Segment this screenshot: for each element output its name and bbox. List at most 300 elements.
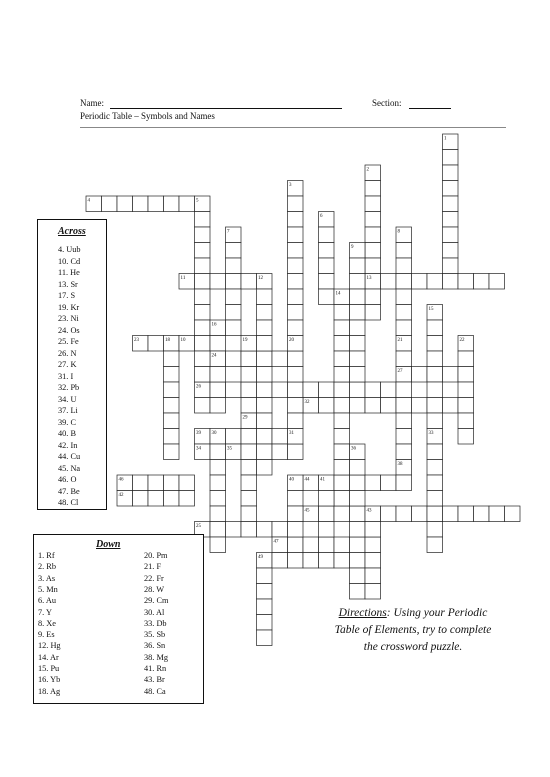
crossword-cell[interactable] [241,522,257,538]
crossword-cell[interactable] [458,367,474,383]
crossword-cell[interactable] [148,491,164,507]
crossword-cell[interactable] [164,413,180,429]
crossword-cell[interactable] [365,398,381,414]
crossword-cell[interactable] [365,305,381,321]
crossword-cell[interactable] [195,351,211,367]
clue-number: 41 [320,477,325,483]
crossword-cell[interactable] [365,181,381,197]
crossword-cell[interactable] [443,181,459,197]
crossword-cell[interactable] [241,444,257,460]
crossword-cell[interactable] [288,351,304,367]
clue-number: 1 [444,136,447,142]
crossword-cell[interactable] [288,274,304,290]
crossword-cell[interactable] [396,351,412,367]
crossword-cell[interactable] [226,274,242,290]
clue-number: 13 [366,276,372,281]
crossword-cell[interactable] [381,382,397,398]
crossword-cell[interactable] [319,382,335,398]
crossword-cell[interactable] [427,537,443,553]
crossword-cell[interactable] [303,537,319,553]
crossword-cell[interactable] [365,258,381,274]
crossword-cell[interactable] [226,243,242,259]
crossword-cell[interactable] [210,522,226,538]
crossword-cell[interactable] [396,274,412,290]
crossword-cell[interactable] [288,537,304,553]
crossword-cell[interactable] [319,537,335,553]
crossword-cell[interactable] [195,227,211,243]
crossword-cell[interactable] [226,305,242,321]
crossword-cell[interactable] [334,320,350,336]
crossword-cell[interactable] [210,274,226,290]
crossword-cell[interactable] [334,351,350,367]
crossword-cell[interactable] [195,289,211,305]
crossword-cell[interactable] [288,196,304,212]
crossword-cell[interactable] [164,491,180,507]
down-clue: 38. Mg [144,652,168,662]
crossword-cell[interactable] [195,258,211,274]
crossword-cell[interactable] [365,475,381,491]
crossword-cell[interactable] [133,491,149,507]
crossword-cell[interactable] [396,475,412,491]
across-clue: 46. O [58,475,77,484]
crossword-cell[interactable] [412,398,428,414]
crossword-cell[interactable] [396,258,412,274]
crossword-cell[interactable] [195,398,211,414]
crossword-cell[interactable] [396,243,412,259]
down-clue: 48. Ca [144,686,166,696]
crossword-cell[interactable] [350,351,366,367]
down-clue: 22. Fr [144,573,164,583]
crossword-cell[interactable] [272,382,288,398]
crossword-cell[interactable] [195,336,211,352]
crossword-cell[interactable] [365,196,381,212]
crossword-cell[interactable] [164,475,180,491]
crossword-cell[interactable] [350,367,366,383]
crossword-cell[interactable] [257,320,273,336]
crossword-cell[interactable] [427,444,443,460]
crossword-cell[interactable] [365,584,381,600]
crossword-cell[interactable] [226,289,242,305]
crossword-cell[interactable] [396,429,412,445]
crossword-cell[interactable] [272,553,288,569]
down-clue: 30. Al [144,607,165,617]
crossword-cell[interactable] [427,274,443,290]
crossword-cell[interactable] [443,212,459,228]
crossword-cell[interactable] [133,196,149,212]
crossword-cell[interactable] [257,305,273,321]
crossword-cell[interactable] [241,398,257,414]
crossword-cell[interactable] [350,274,366,290]
crossword-cell[interactable] [412,506,428,522]
crossword-cell[interactable] [210,475,226,491]
crossword-cell[interactable] [365,212,381,228]
crossword-cell[interactable] [148,336,164,352]
crossword-cell[interactable] [350,258,366,274]
crossword-cell[interactable] [272,429,288,445]
crossword-cell[interactable] [288,444,304,460]
crossword-cell[interactable] [288,227,304,243]
crossword-cell[interactable] [458,506,474,522]
crossword-cell[interactable] [396,398,412,414]
crossword-cell[interactable] [319,522,335,538]
crossword-cell[interactable] [381,398,397,414]
crossword-cell[interactable] [334,475,350,491]
crossword-cell[interactable] [365,568,381,584]
clue-number: 26 [196,384,201,390]
crossword-cell[interactable] [443,258,459,274]
down-clue: 14. Ar [38,652,59,662]
across-clue: 31. I [58,371,74,381]
crossword-cell[interactable] [350,522,366,538]
crossword-cell[interactable] [210,398,226,414]
crossword-cell[interactable] [396,413,412,429]
crossword-cell[interactable] [474,506,490,522]
crossword-cell[interactable] [334,491,350,507]
crossword-cell[interactable] [133,475,149,491]
crossword-cell[interactable] [164,398,180,414]
crossword-cell[interactable] [350,382,366,398]
crossword-cell[interactable] [288,258,304,274]
crossword-cell[interactable] [195,274,211,290]
crossword-cell[interactable] [334,413,350,429]
crossword-cell[interactable] [226,522,242,538]
crossword-cell[interactable] [195,305,211,321]
clue-number: 2 [366,167,369,173]
crossword-cell[interactable] [334,506,350,522]
crossword-cell[interactable] [257,444,273,460]
crossword-cell[interactable] [427,398,443,414]
crossword-cell[interactable] [195,212,211,228]
crossword-cell[interactable] [443,150,459,166]
clue-number: 5 [196,198,199,204]
crossword-cell[interactable] [319,398,335,414]
crossword-cell[interactable] [257,584,273,600]
crossword-cell[interactable] [350,305,366,321]
crossword-cell[interactable] [334,382,350,398]
name-label: Name: [80,98,104,108]
clue-number: 29 [242,415,248,421]
crossword-cell[interactable] [241,351,257,367]
crossword-cell[interactable] [427,506,443,522]
crossword-cell[interactable] [350,398,366,414]
clue-number: 42 [118,493,124,498]
crossword-cell[interactable] [257,413,273,429]
crossword-cell[interactable] [365,553,381,569]
directions-line-3: the crossword puzzle. [363,641,463,653]
crossword-cell[interactable] [396,305,412,321]
crossword-cell[interactable] [412,367,428,383]
down-clue: 1. Rf [38,551,55,560]
crossword-cell[interactable] [195,243,211,259]
crossword-cell[interactable] [102,196,118,212]
crossword-cell[interactable] [288,491,304,507]
crossword-cell[interactable] [257,429,273,445]
crossword-cell[interactable] [257,351,273,367]
crossword-cell[interactable] [210,506,226,522]
clue-number: 25 [196,524,201,529]
crossword-cell[interactable] [148,196,164,212]
crossword-cell[interactable] [396,382,412,398]
clue-number: 7 [227,229,230,235]
crossword-cell[interactable] [381,506,397,522]
crossword-cell[interactable] [210,336,226,352]
crossword-cell[interactable] [474,274,490,290]
crossword-cell[interactable] [350,336,366,352]
crossword-cell[interactable] [319,243,335,259]
crossword-cell[interactable] [210,367,226,383]
down-clue: 41. Rn [144,664,167,673]
crossword-cell[interactable] [350,460,366,476]
crossword-cell[interactable] [257,336,273,352]
crossword-cell[interactable] [458,429,474,445]
across-clue: 47. Be [58,486,80,496]
crossword-cell[interactable] [288,305,304,321]
crossword-cell[interactable] [427,413,443,429]
crossword-cell[interactable] [350,491,366,507]
crossword-cell[interactable] [319,506,335,522]
directions-text-1: : Using your Periodic [386,607,488,619]
down-clue: 3. As [38,573,56,583]
clue-number: 21 [397,338,403,343]
crossword-cell[interactable] [257,382,273,398]
crossword-cell[interactable] [505,506,521,522]
crossword-cell[interactable] [427,491,443,507]
crossword-cell[interactable] [334,444,350,460]
crossword-cell[interactable] [350,320,366,336]
clue-number: 35 [227,446,232,452]
crossword-cell[interactable] [164,351,180,367]
crossword-cell[interactable] [427,522,443,538]
crossword-cell[interactable] [226,258,242,274]
crossword-cell[interactable] [412,274,428,290]
crossword-cell[interactable] [303,553,319,569]
crossword-cell[interactable] [288,243,304,259]
clue-number: 40 [289,477,294,483]
crossword-cell[interactable] [148,475,164,491]
crossword-cell[interactable] [210,491,226,507]
crossword-cell[interactable] [164,382,180,398]
crossword-cell[interactable] [257,522,273,538]
down-clue: 2. Rb [38,562,56,572]
crossword-cell[interactable] [319,258,335,274]
crossword-cell[interactable] [458,351,474,367]
across-clue: 34. U [58,394,77,404]
clue-number: 27 [397,369,403,374]
crossword-cell[interactable] [164,367,180,383]
crossword-cell[interactable] [272,444,288,460]
crossword-cell[interactable] [179,475,195,491]
down-clue: 5. Mn [38,584,58,594]
crossword-cell[interactable] [164,429,180,445]
crossword-cell[interactable] [257,568,273,584]
clue-number: 24 [211,353,217,359]
crossword-cell[interactable] [443,367,459,383]
crossword-cell[interactable] [257,615,273,631]
crossword-cell[interactable] [350,537,366,553]
crossword-cell[interactable] [319,553,335,569]
crossword-cell[interactable] [241,475,257,491]
crossword-cell[interactable] [334,336,350,352]
crossword-cell[interactable] [458,398,474,414]
crossword-cell[interactable] [241,382,257,398]
crossword-cell[interactable] [319,227,335,243]
crossword-cell[interactable] [489,274,505,290]
crossword-cell[interactable] [396,289,412,305]
section-label: Section: [372,98,402,108]
crossword-cell[interactable] [241,367,257,383]
crossword-cell[interactable] [257,367,273,383]
clue-number: 14 [335,291,341,297]
crossword-cell[interactable] [381,274,397,290]
clue-number: 4 [87,198,90,204]
clue-number: 31 [289,431,294,436]
crossword-cell[interactable] [195,367,211,383]
crossword-cell[interactable] [288,522,304,538]
crossword-cell[interactable] [288,289,304,305]
crossword-cell[interactable] [443,274,459,290]
crossword-cell[interactable] [365,382,381,398]
crossword-cell[interactable] [210,537,226,553]
crossword-cell[interactable] [365,289,381,305]
clue-number: 15 [428,307,434,312]
crossword-cell[interactable] [443,227,459,243]
across-clue: 24. Os [58,325,80,335]
crossword-cell[interactable] [241,506,257,522]
crossword-cell[interactable] [226,351,242,367]
crossword-cell[interactable] [288,382,304,398]
down-clue: 33. Db [144,618,167,628]
clue-number: 8 [397,229,400,235]
crossword-cell[interactable] [334,429,350,445]
crossword-cell[interactable] [458,274,474,290]
crossword-cell[interactable] [226,429,242,445]
crossword-cell[interactable] [288,212,304,228]
crossword-cell[interactable] [365,243,381,259]
crossword-cell[interactable] [241,491,257,507]
crossword-cell[interactable] [350,475,366,491]
crossword-cell[interactable] [334,460,350,476]
crossword-cell[interactable] [179,196,195,212]
crossword-cell[interactable] [427,382,443,398]
crossword-cell[interactable] [396,506,412,522]
crossword-cell[interactable] [195,320,211,336]
crossword-cell[interactable] [303,382,319,398]
clue-number: 22 [459,338,465,343]
crossword-cell[interactable] [350,553,366,569]
crossword-cell[interactable] [288,367,304,383]
across-clue: 26. N [58,348,77,358]
crossword-cell[interactable] [210,460,226,476]
crossword-cell[interactable] [257,599,273,615]
crossword-cell[interactable] [489,506,505,522]
crossword-cell[interactable] [365,522,381,538]
clue-number: 16 [211,322,217,328]
crossword-cell[interactable] [288,506,304,522]
crossword-cell[interactable] [443,243,459,259]
crossword-cell[interactable] [334,367,350,383]
crossword-cell[interactable] [427,336,443,352]
crossword-cell[interactable] [334,537,350,553]
crossword-cell[interactable] [334,305,350,321]
crossword-cell[interactable] [257,460,273,476]
crossword-cell[interactable] [226,382,242,398]
crossword-cell[interactable] [164,444,180,460]
crossword-cell[interactable] [319,274,335,290]
clue-number: 33 [428,431,434,436]
crossword-cell[interactable] [350,584,366,600]
clue-number: 45 [304,508,310,514]
crossword-cell[interactable] [288,553,304,569]
crossword-cell[interactable] [117,196,133,212]
crossword-cell[interactable] [396,444,412,460]
crossword-cell[interactable] [226,320,242,336]
across-clue: 27. K [58,360,77,369]
across-clue: 42. In [58,440,78,450]
down-clue: 12. Hg [38,641,61,651]
crossword-cell[interactable] [210,382,226,398]
clue-number: 3 [289,183,292,188]
crossword-cell[interactable] [427,367,443,383]
down-clue: 43. Br [144,675,165,685]
crossword-cell[interactable] [164,196,180,212]
crossword-cell[interactable] [427,475,443,491]
down-clue: 6. Au [38,596,56,606]
subtitle: Periodic Table – Symbols and Names [80,111,215,121]
crossword-cell[interactable] [443,398,459,414]
crossword-cell[interactable] [210,444,226,460]
crossword-cell[interactable] [427,460,443,476]
crossword-cell[interactable] [319,289,335,305]
crossword-cell[interactable] [350,289,366,305]
crossword-cell[interactable] [443,196,459,212]
crossword-cell[interactable] [458,413,474,429]
down-clue: 8. Xe [38,618,56,628]
crossword-cell[interactable] [179,491,195,507]
crossword-cell[interactable] [272,351,288,367]
down-clue: 16. Yb [38,675,61,685]
crossword-cell[interactable] [458,382,474,398]
clue-number: 46 [118,477,124,483]
crossword-cell[interactable] [241,429,257,445]
crossword-cell[interactable] [257,289,273,305]
crossword-cell[interactable] [427,351,443,367]
crossword-cell[interactable] [319,491,335,507]
crossword-cell[interactable] [288,320,304,336]
crossword-cell[interactable] [365,227,381,243]
clue-number: 30 [211,431,217,436]
crossword-cell[interactable] [241,274,257,290]
crossword-cell[interactable] [288,398,304,414]
crossword-cell[interactable] [257,630,273,646]
crossword-cell[interactable] [443,165,459,181]
crossword-cell[interactable] [272,522,288,538]
crossword-cell[interactable] [350,568,366,584]
crossword-cell[interactable] [381,475,397,491]
crossword-cell[interactable] [241,460,257,476]
crossword-cell[interactable] [334,553,350,569]
down-box [33,534,204,704]
crossword-cell[interactable] [443,506,459,522]
crossword-cell[interactable] [257,398,273,414]
crossword-cell[interactable] [350,506,366,522]
crossword-cell[interactable] [365,537,381,553]
crossword-cell[interactable] [334,398,350,414]
crossword-cell[interactable] [396,320,412,336]
across-clue: 32. Pb [58,383,80,392]
crossword-cell[interactable] [288,413,304,429]
clue-number: 44 [304,477,310,483]
crossword-cell[interactable] [427,320,443,336]
